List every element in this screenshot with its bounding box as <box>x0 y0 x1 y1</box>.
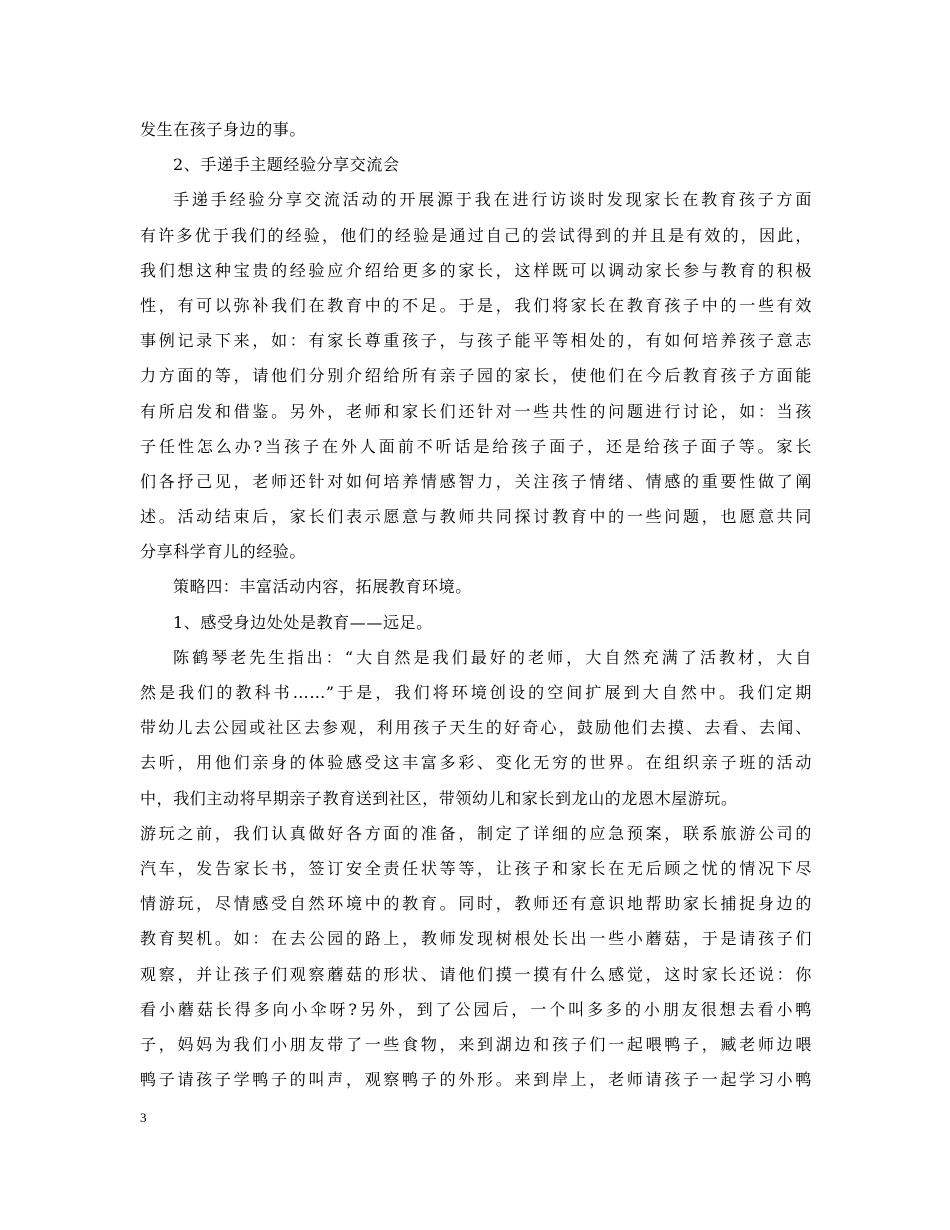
text-line: 陈鹤琴老先生指出：“大自然是我们最好的老师，大自然充满了活教材，大自 <box>173 647 812 667</box>
text-line: 鸭子请孩子学鸭子的叫声，观察鸭子的外形。来到岸上，老师请孩子一起学习小鸭 <box>140 1070 812 1090</box>
text-line: 力方面的等，请他们分别介绍给所有亲子园的家长，使他们在今后教育孩子方面能 <box>140 366 812 386</box>
page-number: 3 <box>140 1110 147 1125</box>
section-heading: 策略四：丰富活动内容，拓展教育环境。 <box>173 577 472 597</box>
text-line: 分享科学育儿的经验。 <box>140 542 307 562</box>
text-line: 情游玩，尽情感受自然环境中的教育。同时，教师还有意识地帮助家长捕捉身边的 <box>140 894 812 914</box>
text-line: 中，我们主动将早期亲子教育送到社区，带领幼儿和家长到龙山的龙恩木屋游玩。 <box>140 788 738 808</box>
text-line: 子任性怎么办?当孩子在外人面前不听话是给孩子面子，还是给孩子面子等。家长 <box>140 436 812 456</box>
text-line: 性，有可以弥补我们在教育中的不足。于是，我们将家长在教育孩子中的一些有效 <box>140 295 812 315</box>
text-line: 教育契机。如：在去公园的路上，教师发现树根处长出一些小蘑菇，于是请孩子们 <box>140 929 812 949</box>
text-line: 有许多优于我们的经验，他们的经验是通过自己的尝试得到的并且是有效的，因此， <box>140 225 812 245</box>
text-line: 子，妈妈为我们小朋友带了一些食物，来到湖边和孩子们一起喂鸭子，臧老师边喂 <box>140 1034 812 1054</box>
text-line: 游玩之前，我们认真做好各方面的准备，制定了详细的应急预案，联系旅游公司的 <box>140 823 812 843</box>
text-line: 然是我们的教科书……”于是，我们将环境创设的空间扩展到大自然中。我们定期 <box>140 683 812 702</box>
text-line: 手递手经验分享交流活动的开展源于我在进行访谈时发现家长在教育孩子方面 <box>173 190 812 210</box>
text-line: 们各抒己见，老师还针对如何培养情感智力，关注孩子情绪、情感的重要性做了阐 <box>140 471 812 491</box>
text-line: 带幼儿去公园或社区去参观，利用孩子天生的好奇心，鼓励他们去摸、去看、去闻、 <box>140 718 812 738</box>
section-heading: 2、手递手主题经验分享交流会 <box>173 155 400 175</box>
body-text <box>140 112 812 1097</box>
text-line: 发生在孩子身边的事。 <box>140 120 307 139</box>
text-line: 去听，用他们亲身的体验感受这丰富多彩、变化无穷的世界。在组织亲子班的活动 <box>140 753 812 773</box>
text-line: 观察，并让孩子们观察蘑菇的形状、请他们摸一摸有什么感觉，这时家长还说：你 <box>140 964 812 984</box>
text-line: 事例记录下来，如：有家长尊重孩子，与孩子能平等相处的，有如何培养孩子意志 <box>140 331 812 351</box>
section-heading: 1、感受身边处处是教育——远足。 <box>173 612 433 632</box>
text-line: 有所启发和借鉴。另外，老师和家长们还针对一些共性的问题进行讨论，如：当孩 <box>140 401 812 421</box>
text-line: 看小蘑菇长得多向小伞呀?另外，到了公园后，一个叫多多的小朋友很想去看小鸭 <box>140 999 812 1019</box>
text-line: 汽车，发告家长书，签订安全责任状等等，让孩子和家长在无后顾之忧的情况下尽 <box>140 858 812 878</box>
text-line: 述。活动结束后，家长们表示愿意与教师共同探讨教育中的一些问题，也愿意共同 <box>140 507 812 527</box>
text-line: 我们想这种宝贵的经验应介绍给更多的家长，这样既可以调动家长参与教育的积极 <box>140 260 812 280</box>
